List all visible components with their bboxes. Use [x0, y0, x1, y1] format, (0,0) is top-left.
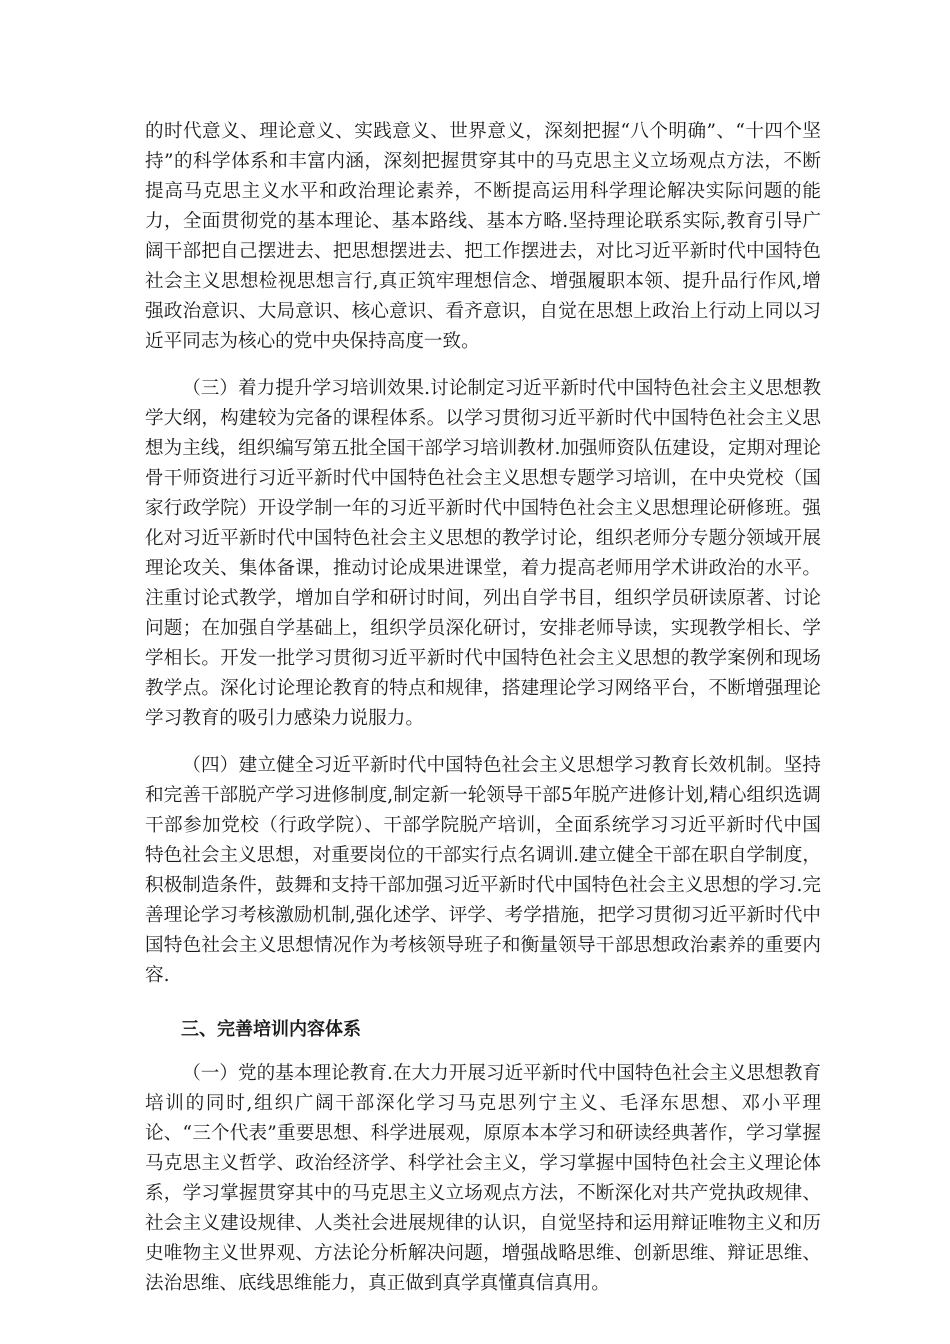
section-heading: 三、完善培训内容体系 [181, 1019, 361, 1040]
paragraph-section-4: （四）建立健全习近平新时代中国特色社会主义思想学习教育长效机制。坚持和完善干部脱产学习进修制度,制定新一轮领导干部5年脱产进修计划,精心组织选调干部参加党校（行政学院）、干部学院脱产培训，全面系统学习习近平新时代中国特色社会主义思想，对重要岗位的干部实行点名调训.建立健全干部在职自学制度，积极制造条件，鼓舞和支持干部加强习近平新时代中国特色社会主义思想的学习.完善理论学习考核激励机制,强化述学、评学、考学措施，把学习贯彻习近平新时代中国特色社会主义思想情况作为考核领导班子和衡量领导干部思想政治素养的重要内容. [145, 755, 821, 986]
paragraph-continuation: 的时代意义、理论意义、实践意义、世界意义，深刻把握“八个明确”、“十四个坚持”的科学体系和丰富内涵，深刻把握贯穿其中的马克思主义立场观点方法，不断提高马克思主义水平和政治理论素养，不断提高运用科学理论解决实际问题的能力，全面贯彻党的基本理论、基本路线、基本方略.坚持理论联系实际,教育引导广阔干部把自己摆进去、把思想摆进去、把工作摆进去，对比习近平新时代中国特色社会主义思想检视思想言行,真正筑牢理想信念、增强履职本领、提升品行作风,增强政治意识、大局意识、核心意识、看齐意识，自觉在思想上政治上行动上同以习近平同志为核心的党中央保持高度一致。 [145, 121, 821, 352]
paragraph-section-3: （三）着力提升学习培训效果.讨论制定习近平新时代中国特色社会主义思想教学大纲，构建较为完备的课程体系。以学习贯彻习近平新时代中国特色社会主义思想为主线，组织编写第五批全国干部学习培训教材.加强师资队伍建设，定期对理论骨干师资进行习近平新时代中国特色社会主义思想专题学习培训，在中央党校（国家行政学院）开设学制一年的习近平新时代中国特色社会主义思想理论研修班。强化对习近平新时代中国特色社会主义思想的教学讨论，组织老师分专题分领域开展理论攻关、集体备课，推动讨论成果进课堂，着力提高老师用学术讲政治的水平。注重讨论式教学，增加自学和研讨时间，列出自学书目，组织学员研读原著、讨论问题；在加强自学基础上，组织学员深化研讨，安排老师导读，实现教学相长、学学相长。开发一批学习贯彻习近平新时代中国特色社会主义思想的教学案例和现场教学点。深化讨论理论教育的特点和规律，搭建理论学习网络平台，不断增强理论学习教育的吸引力感染力说服力。 [145, 378, 821, 729]
paragraph-section-1: （一）党的基本理论教育.在大力开展习近平新时代中国特色社会主义思想教育培训的同时,组织广阔干部深化学习马克思列宁主义、毛泽东思想、邓小平理论、“三个代表”重要思想、科学进展观，原原本本学习和研读经典著作，学习掌握马克思主义哲学、政治经济学、科学社会主义，学习掌握中国特色社会主义理论体系，学习掌握贯穿其中的马克思主义立场观点方法，不断深化对共产党执政规律、社会主义建设规律、人类社会进展规律的认识，自觉坚持和运用辩证唯物主义和历史唯物主义世界观、方法论分析解决问题，增强战略思维、创新思维、辩证思维、法治思维、底线思维能力，真正做到真学真懂真信真用。 [145, 1063, 821, 1294]
document-page [145, 117, 821, 1299]
